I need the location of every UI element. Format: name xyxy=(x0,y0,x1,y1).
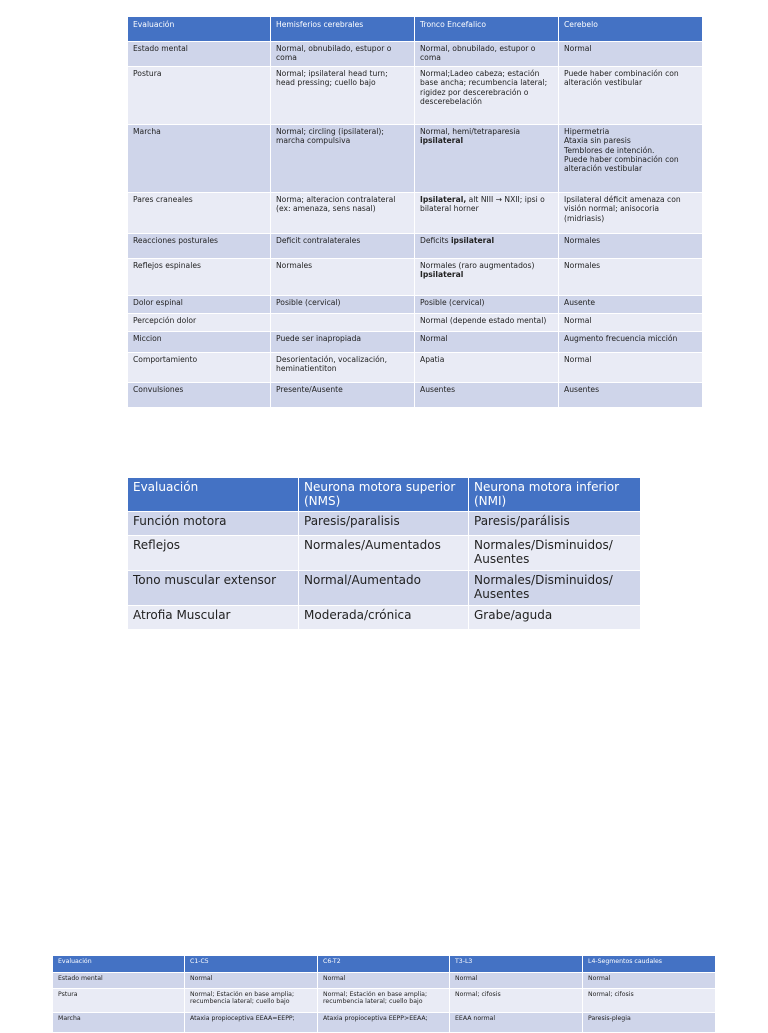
table-cell: Ausentes xyxy=(415,383,559,408)
table-row xyxy=(128,314,702,332)
table-row xyxy=(53,1013,715,1033)
table-cell: Posible (cervical) xyxy=(415,296,559,314)
cell-text: Puede haber combinación con alteración vestibular xyxy=(564,154,679,173)
cell-text: Normal, hemi/tetraparesia xyxy=(420,127,521,136)
cell-text: Temblores de intención. xyxy=(564,145,655,155)
table-cell: Normal xyxy=(185,973,318,989)
table-cell: Normal xyxy=(559,353,702,383)
table-row xyxy=(128,193,702,234)
table-cell: Postura xyxy=(128,67,271,125)
table-row xyxy=(128,332,702,353)
cell-bold-text: ipsilateral xyxy=(420,136,464,146)
table2-header-evaluacion: Evaluación xyxy=(128,478,299,512)
localization-table xyxy=(128,17,702,408)
table-cell: Norma; alteracion contralateral (ex: amenaza, sens nasal) xyxy=(271,193,415,234)
table-cell xyxy=(271,314,415,332)
table-cell: Normal xyxy=(450,973,583,989)
table-cell: Atrofia Muscular xyxy=(128,606,299,630)
table-cell: Percepción dolor xyxy=(128,314,271,332)
cell-text: Ataxia sin paresis xyxy=(564,136,631,146)
table-cell: Normales xyxy=(271,259,415,296)
table-cell: Grabe/aguda xyxy=(469,606,640,630)
table-row xyxy=(128,536,640,571)
table1-header-hemisferios: Hemisferios cerebrales xyxy=(271,17,415,42)
table-cell xyxy=(415,259,559,296)
table-cell: Moderada/crónica xyxy=(299,606,469,630)
table-cell: EEAA normal xyxy=(450,1013,583,1033)
table-cell: Dolor espinal xyxy=(128,296,271,314)
table-cell: Apatia xyxy=(415,353,559,383)
table-cell: Puede ser inapropiada xyxy=(271,332,415,353)
table3-header-l4-caudales: L4-Segmentos caudales xyxy=(583,956,715,973)
table-cell: Normales/Aumentados xyxy=(299,536,469,571)
table-cell: Normal/Aumentado xyxy=(299,571,469,606)
table3-header-c1-c5: C1-C5 xyxy=(185,956,318,973)
table-cell: Ipsilateral déficit amenaza con visión normal; anisocoria (midriasis) xyxy=(559,193,702,234)
motor-neuron-table xyxy=(128,478,640,630)
table-cell: Ataxia propioceptiva EEPP>EEAA; xyxy=(318,1013,450,1033)
table-row xyxy=(128,67,702,125)
table-cell xyxy=(559,125,702,193)
table-cell: Presente/Ausente xyxy=(271,383,415,408)
table-cell: Normal xyxy=(318,973,450,989)
table-cell: Posible (cervical) xyxy=(271,296,415,314)
table2-header-nms: Neurona motora superior (NMS) xyxy=(299,478,469,512)
table-cell: Paresis/parálisis xyxy=(469,512,640,536)
table-cell xyxy=(415,125,559,193)
table-cell: Normales/Disminuidos/ Ausentes xyxy=(469,536,640,571)
table3-header-evaluacion: Evaluación xyxy=(53,956,185,973)
table-row xyxy=(128,571,640,606)
table-cell: Normal; cifosis xyxy=(450,989,583,1013)
table-row xyxy=(128,353,702,383)
cell-text: Deficits xyxy=(420,236,449,245)
table-cell: Reflejos xyxy=(128,536,299,571)
table-row xyxy=(128,606,640,630)
table-cell: Ataxia propioceptiva EEAA=EEPP; xyxy=(185,1013,318,1033)
table-cell: Normal xyxy=(415,332,559,353)
table-row xyxy=(128,259,702,296)
table-row xyxy=(128,234,702,259)
table-cell: Pstura xyxy=(53,989,185,1013)
cell-text: Normales (raro augmentados) xyxy=(420,261,535,270)
table-cell: Reflejos espinales xyxy=(128,259,271,296)
cell-text: Hipermetria xyxy=(564,127,610,136)
table-cell: Convulsiones xyxy=(128,383,271,408)
table-cell: Normal; circling (ipsilateral); marcha compulsiva xyxy=(271,125,415,193)
table2-header-nmi: Neurona motora inferior (NMI) xyxy=(469,478,640,512)
table-cell: Normales xyxy=(559,259,702,296)
table3-header-c6-t2: C6-T2 xyxy=(318,956,450,973)
table-row xyxy=(128,125,702,193)
cell-bold-text: ipsilateral xyxy=(450,236,495,245)
table-cell: Reacciones posturales xyxy=(128,234,271,259)
table-cell: Paresis-plegia xyxy=(583,1013,715,1033)
table-cell: Paresis/paralisis xyxy=(299,512,469,536)
table-cell: Ausentes xyxy=(559,383,702,408)
table-cell: Augmento frecuencia micción xyxy=(559,332,702,353)
table-cell: Normal; cifosis xyxy=(583,989,715,1013)
table-cell: Marcha xyxy=(128,125,271,193)
table-cell: Normal, obnubilado, estupor o coma xyxy=(415,42,559,67)
table-row xyxy=(128,512,640,536)
table-cell: Normal xyxy=(559,42,702,67)
table-cell: Normales/Disminuidos/ Ausentes xyxy=(469,571,640,606)
table-cell: Estado mental xyxy=(128,42,271,67)
table1-header-cerebelo: Cerebelo xyxy=(559,17,702,42)
table-cell: Ausente xyxy=(559,296,702,314)
table-cell: Normal xyxy=(559,314,702,332)
table-cell: Normal; Estación en base amplia; recumbencia lateral; cuello bajo xyxy=(318,989,450,1013)
table-cell: Normal xyxy=(583,973,715,989)
table-cell: Normal;Ladeo cabeza; estación base ancha; recumbencia lateral; rigidez por descerebración o descerebelación xyxy=(415,67,559,125)
table-cell: Deficit contralaterales xyxy=(271,234,415,259)
table-row xyxy=(53,973,715,989)
spinal-segment-table xyxy=(53,956,715,1033)
table-row xyxy=(128,42,702,67)
table-cell: Puede haber combinación con alteración vestibular xyxy=(559,67,702,125)
table-cell: Comportamiento xyxy=(128,353,271,383)
table-cell xyxy=(415,193,559,234)
table1-header-evaluacion: Evaluación xyxy=(128,17,271,42)
table-cell: Pares craneales xyxy=(128,193,271,234)
table-cell: Normal; Estación en base amplia; recumbencia lateral; cuello bajo xyxy=(185,989,318,1013)
table-cell: Estado mental xyxy=(53,973,185,989)
table-cell: Normales xyxy=(559,234,702,259)
table-row xyxy=(128,296,702,314)
cell-bold-text: Ipsilateral, xyxy=(420,195,467,204)
table-row xyxy=(53,989,715,1013)
cell-text: alt NIII → NXII; ipsi o bilateral horner xyxy=(420,195,545,214)
table-cell: Función motora xyxy=(128,512,299,536)
table-cell xyxy=(415,234,559,259)
table-cell: Desorientación, vocalización, heminatientiton xyxy=(271,353,415,383)
table3-header-t3-l3: T3-L3 xyxy=(450,956,583,973)
table-cell: Tono muscular extensor xyxy=(128,571,299,606)
table-cell: Miccion xyxy=(128,332,271,353)
table-cell: Normal; ipsilateral head turn; head pressing; cuello bajo xyxy=(271,67,415,125)
cell-bold-text: Ipsilateral xyxy=(420,270,464,280)
table-row xyxy=(128,383,702,408)
table-cell: Normal, obnubilado, estupor o coma xyxy=(271,42,415,67)
table1-header-tronco: Tronco Encefalico xyxy=(415,17,559,42)
table-cell: Marcha xyxy=(53,1013,185,1033)
table-cell: Normal (depende estado mental) xyxy=(415,314,559,332)
